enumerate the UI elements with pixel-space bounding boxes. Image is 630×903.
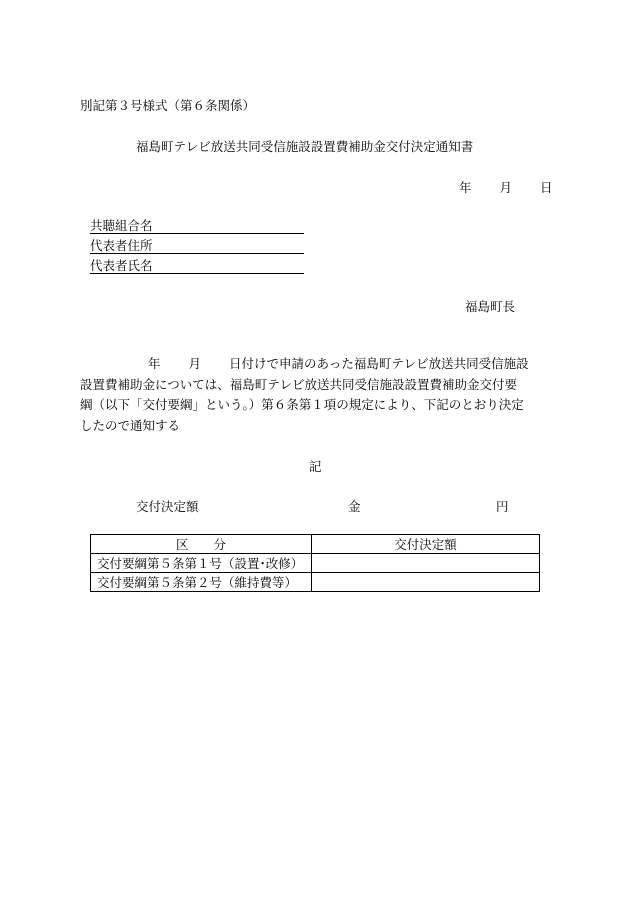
ki-heading: 記 xyxy=(309,459,322,474)
amount-kin: 金 xyxy=(348,499,361,514)
decision-table xyxy=(90,534,540,592)
row-amount xyxy=(312,573,540,592)
body-line-4: したので通知する xyxy=(80,417,181,433)
amount-label: 交付決定額 xyxy=(136,499,199,514)
amount-yen: 円 xyxy=(496,499,509,514)
date-month: 月 xyxy=(499,180,513,195)
header-amount: 交付決定額 xyxy=(312,535,540,554)
date-day: 日 xyxy=(540,180,553,195)
body-year: 年 xyxy=(148,356,161,371)
recipient-field-rep-name: 代表者氏名 xyxy=(90,256,304,274)
row-amount xyxy=(312,554,540,573)
recipient-field-rep-address: 代表者住所 xyxy=(90,236,304,254)
table-row xyxy=(91,554,540,573)
recipient-field-union-name: 共聴組合名 xyxy=(90,216,304,234)
table-row xyxy=(91,573,540,592)
issuer: 福島町長 xyxy=(465,299,516,314)
date-line xyxy=(459,178,553,196)
body-line-1-rest: 日付けで申請のあった福島町テレビ放送共同受信施設 xyxy=(229,356,529,371)
body-line-3: 綱（以下「交付要綱」という。）第６条第１項の規定により、下記のとおり決定 xyxy=(80,397,524,413)
header-category: 区 分 xyxy=(91,535,312,554)
document-title: 福島町テレビ放送共同受信施設設置費補助金交付決定通知書 xyxy=(136,139,474,154)
form-id: 別記第３号様式（第６条関係） xyxy=(80,98,256,113)
body-line-1 xyxy=(80,354,554,375)
date-year: 年 xyxy=(459,180,472,195)
row-category: 交付要綱第５条第１号（設置･改修） xyxy=(91,554,312,573)
table-header-row xyxy=(91,535,540,554)
row-category: 交付要綱第５条第２号（維持費等） xyxy=(91,573,312,592)
body-line-2: 設置費補助金については、福島町テレビ放送共同受信施設設置費補助金交付要 xyxy=(80,376,518,392)
body-month: 月 xyxy=(188,356,202,371)
notice-body xyxy=(80,354,554,436)
